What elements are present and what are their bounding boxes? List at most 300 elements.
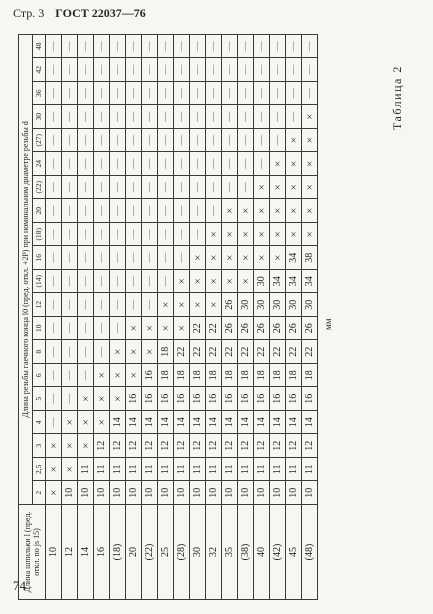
empty-cell [126,246,142,270]
empty-cell [46,58,62,82]
dash-mark: — [64,370,75,381]
thread-length-cell: 22 [206,317,222,341]
dash-mark: — [288,88,299,99]
dash-mark: — [48,41,59,52]
dash-mark: — [192,41,203,52]
thread-length-cell: 30 [286,293,302,317]
thread-length-cell: 14 [126,411,142,435]
empty-cell [302,34,318,58]
thread-length-cell: 26 [222,317,238,341]
dash-mark: — [304,64,315,75]
dash-mark: — [48,299,59,310]
dash-mark: — [160,158,171,169]
dash-mark: — [240,135,251,146]
dash-mark: — [144,182,155,193]
empty-cell [142,246,158,270]
empty-cell [206,176,222,200]
dash-mark: — [128,229,139,240]
dash-mark: — [176,182,187,193]
dash-mark: — [128,299,139,310]
empty-cell [222,82,238,106]
diameter-header: 8 [33,340,46,364]
empty-cell [158,58,174,82]
empty-cell [78,152,94,176]
dash-mark: — [160,252,171,263]
empty-cell [126,199,142,223]
empty-cell [190,199,206,223]
rotated-table-area [18,35,418,600]
dash-mark: — [96,229,107,240]
dash-mark: — [144,111,155,122]
thread-length-cell: 11 [238,458,254,482]
diameter-header: 48 [33,34,46,58]
empty-cell [174,152,190,176]
dash-mark: — [64,111,75,122]
dash-mark: — [208,205,219,216]
dash-mark: — [144,41,155,52]
dash-mark: — [208,64,219,75]
empty-cell [142,199,158,223]
stud-dimensions-table [18,34,318,600]
thread-length-cell: 10 [222,481,238,505]
thread-length-cell: 12 [302,434,318,458]
dash-mark: — [80,346,91,357]
header-stud-length: Длина шпильки l (пред. откл. по js 15) [19,505,46,600]
empty-cell [46,340,62,364]
empty-cell [142,176,158,200]
dash-mark: — [288,111,299,122]
empty-cell [238,176,254,200]
table-row [158,34,174,599]
thread-length-cell: 34 [286,246,302,270]
thread-length-cell: 11 [110,458,126,482]
empty-cell [142,293,158,317]
thread-length-cell: 14 [270,411,286,435]
empty-cell [142,58,158,82]
dash-mark: — [176,88,187,99]
stud-length-cell: 40 [254,505,270,600]
empty-cell [254,105,270,129]
thread-length-cell: 14 [142,411,158,435]
dash-mark: — [112,64,123,75]
dash-mark: — [160,64,171,75]
dash-mark: — [144,88,155,99]
empty-cell [46,246,62,270]
dash-mark: — [304,88,315,99]
table-row [94,34,110,599]
empty-cell [142,34,158,58]
dash-mark: — [128,111,139,122]
thread-length-cell: 11 [158,458,174,482]
dash-mark: — [160,229,171,240]
cross-cell: × [238,246,254,270]
dash-mark: — [160,111,171,122]
table-row [110,34,126,599]
cross-cell: × [158,317,174,341]
dash-mark: — [224,182,235,193]
empty-cell [142,129,158,153]
cross-cell: × [254,246,270,270]
dash-mark: — [256,111,267,122]
dash-mark: — [176,158,187,169]
empty-cell [62,199,78,223]
dash-mark: — [64,135,75,146]
dash-mark: — [64,393,75,404]
empty-cell [174,82,190,106]
thread-length-cell: 22 [174,340,190,364]
empty-cell [94,223,110,247]
empty-cell [110,246,126,270]
stud-length-cell: (28) [174,505,190,600]
dash-mark: — [112,229,123,240]
thread-length-cell: 34 [302,270,318,294]
empty-cell [206,129,222,153]
dash-mark: — [272,111,283,122]
thread-length-cell: 16 [142,387,158,411]
diameter-header: 4 [33,411,46,435]
thread-length-cell: 22 [190,340,206,364]
empty-cell [46,129,62,153]
cross-cell: × [62,411,78,435]
empty-cell [206,82,222,106]
diameter-header: 24 [33,152,46,176]
thread-length-cell: 10 [302,481,318,505]
thread-length-cell: 22 [190,317,206,341]
dash-mark: — [96,205,107,216]
empty-cell [62,105,78,129]
empty-cell [270,129,286,153]
table-row [174,34,190,599]
cross-cell: × [286,199,302,223]
empty-cell [222,34,238,58]
empty-cell [206,199,222,223]
dash-mark: — [208,41,219,52]
empty-cell [270,58,286,82]
dash-mark: — [80,299,91,310]
cross-cell: × [270,176,286,200]
dash-mark: — [240,41,251,52]
dash-mark: — [128,88,139,99]
dash-mark: — [80,252,91,263]
cross-cell: × [78,434,94,458]
empty-cell [174,129,190,153]
empty-cell [46,411,62,435]
page-label: Стр. 3 [13,6,45,20]
dash-mark: — [240,182,251,193]
thread-length-cell: 18 [158,340,174,364]
diameter-header: (14) [33,270,46,294]
stud-length-cell: 16 [94,505,110,600]
cross-cell: × [238,223,254,247]
thread-length-cell: 12 [142,434,158,458]
empty-cell [110,34,126,58]
dash-mark: — [96,346,107,357]
thread-length-cell: 11 [142,458,158,482]
dash-mark: — [64,323,75,334]
empty-cell [238,58,254,82]
table-row [286,34,302,599]
dash-mark: — [240,88,251,99]
dash-mark: — [80,111,91,122]
dash-mark: — [112,158,123,169]
empty-cell [238,152,254,176]
empty-cell [46,176,62,200]
thread-length-cell: 12 [126,434,142,458]
header-thread-length: Длина резьбы гаечного конца l0 (пред. откл. +2P) при номинальном диаметре резьбы d [19,34,33,504]
diameter-header: 6 [33,364,46,388]
dash-mark: — [192,111,203,122]
cross-cell: × [222,246,238,270]
thread-length-cell: 11 [126,458,142,482]
dash-mark: — [80,41,91,52]
table-row [46,34,62,599]
dash-mark: — [64,229,75,240]
dash-mark: — [64,276,75,287]
thread-length-cell: 14 [302,411,318,435]
thread-length-cell: 22 [254,340,270,364]
thread-length-cell: 10 [270,481,286,505]
cross-cell: × [110,364,126,388]
dash-mark: — [176,64,187,75]
diameter-header: 42 [33,58,46,82]
stud-length-cell: 35 [222,505,238,600]
empty-cell [62,129,78,153]
empty-cell [190,58,206,82]
thread-length-cell: 30 [270,293,286,317]
thread-length-cell: 22 [206,340,222,364]
dash-mark: — [96,182,107,193]
empty-cell [46,364,62,388]
empty-cell [110,223,126,247]
empty-cell [270,82,286,106]
diameter-header: 30 [33,105,46,129]
dash-mark: — [128,64,139,75]
empty-cell [126,82,142,106]
dash-mark: — [96,252,107,263]
empty-cell [174,223,190,247]
dash-mark: — [96,299,107,310]
cross-cell: × [62,458,78,482]
cross-cell: × [302,223,318,247]
empty-cell [174,246,190,270]
dash-mark: — [144,229,155,240]
table-row [126,34,142,599]
dash-mark: — [272,41,283,52]
empty-cell [110,317,126,341]
dash-mark: — [64,158,75,169]
dash-mark: — [224,158,235,169]
empty-cell [110,270,126,294]
dash-mark: — [240,111,251,122]
empty-cell [302,82,318,106]
dash-mark: — [64,346,75,357]
empty-cell [62,340,78,364]
dash-mark: — [48,417,59,428]
diameter-header: 10 [33,317,46,341]
empty-cell [94,340,110,364]
dash-mark: — [64,64,75,75]
empty-cell [126,58,142,82]
dash-mark: — [224,41,235,52]
dash-mark: — [240,64,251,75]
empty-cell [126,129,142,153]
empty-cell [126,293,142,317]
page-number: 74 [13,578,26,593]
diameter-header: (27) [33,129,46,153]
empty-cell [286,105,302,129]
dash-mark: — [176,41,187,52]
cross-cell: × [126,317,142,341]
dash-mark: — [208,111,219,122]
cross-cell: × [94,411,110,435]
dash-mark: — [48,393,59,404]
page-header [13,6,146,21]
thread-length-cell: 34 [270,270,286,294]
thread-length-cell: 10 [254,481,270,505]
thread-length-cell: 10 [286,481,302,505]
thread-length-cell: 14 [190,411,206,435]
dash-mark: — [80,182,91,193]
diameter-header: 16 [33,246,46,270]
stud-length-cell: 10 [46,505,62,600]
cross-cell: × [174,270,190,294]
thread-length-cell: 18 [302,364,318,388]
thread-length-cell: 26 [302,317,318,341]
thread-length-cell: 18 [270,364,286,388]
dash-mark: — [144,135,155,146]
empty-cell [126,270,142,294]
empty-cell [94,293,110,317]
thread-length-cell: 12 [238,434,254,458]
empty-cell [270,105,286,129]
empty-cell [94,34,110,58]
empty-cell [302,58,318,82]
cross-cell: × [94,387,110,411]
thread-length-cell: 10 [142,481,158,505]
dash-mark: — [64,41,75,52]
thread-length-cell: 16 [142,364,158,388]
empty-cell [254,34,270,58]
empty-cell [254,58,270,82]
empty-cell [190,34,206,58]
empty-cell [46,317,62,341]
dash-mark: — [80,205,91,216]
dash-mark: — [112,41,123,52]
table-title: Таблица 2 [390,65,404,130]
cross-cell: × [110,340,126,364]
stud-length-cell: 32 [206,505,222,600]
empty-cell [94,152,110,176]
stud-length-cell: 30 [190,505,206,600]
cross-cell: × [46,481,62,505]
empty-cell [270,34,286,58]
thread-length-cell: 16 [302,387,318,411]
cross-cell: × [254,199,270,223]
empty-cell [94,58,110,82]
thread-length-cell: 22 [286,340,302,364]
empty-cell [94,176,110,200]
empty-cell [206,34,222,58]
table-row [302,34,318,599]
stud-length-cell: (42) [270,505,286,600]
dash-mark: — [64,252,75,263]
empty-cell [46,199,62,223]
dash-mark: — [224,135,235,146]
empty-cell [158,129,174,153]
dash-mark: — [144,299,155,310]
table-row [142,34,158,599]
dash-mark: — [144,205,155,216]
empty-cell [126,152,142,176]
table-row [270,34,286,599]
cross-cell: × [206,293,222,317]
diameter-header: 5 [33,387,46,411]
dash-mark: — [176,252,187,263]
dash-mark: — [48,323,59,334]
standard-code: ГОСТ 22037—76 [55,6,146,20]
empty-cell [142,152,158,176]
thread-length-cell: 10 [174,481,190,505]
cross-cell: × [254,176,270,200]
empty-cell [46,293,62,317]
thread-length-cell: 14 [286,411,302,435]
thread-length-cell: 12 [254,434,270,458]
empty-cell [62,317,78,341]
dash-mark: — [48,182,59,193]
thread-length-cell: 11 [302,458,318,482]
thread-length-cell: 34 [286,270,302,294]
thread-length-cell: 18 [206,364,222,388]
empty-cell [110,152,126,176]
thread-length-cell: 22 [238,340,254,364]
thread-length-cell: 11 [270,458,286,482]
empty-cell [158,270,174,294]
cross-cell: × [238,199,254,223]
dash-mark: — [144,276,155,287]
dash-mark: — [192,205,203,216]
empty-cell [46,82,62,106]
empty-cell [78,176,94,200]
diameter-header: 20 [33,199,46,223]
empty-cell [78,199,94,223]
dash-mark: — [176,135,187,146]
cross-cell: × [110,387,126,411]
empty-cell [94,199,110,223]
empty-cell [110,293,126,317]
empty-cell [78,364,94,388]
empty-cell [158,34,174,58]
dash-mark: — [176,205,187,216]
thread-length-cell: 16 [254,387,270,411]
dash-mark: — [208,135,219,146]
empty-cell [254,82,270,106]
dash-mark: — [112,252,123,263]
dash-mark: — [160,41,171,52]
diameter-header: 2 [33,481,46,505]
dash-mark: — [160,135,171,146]
cross-cell: × [206,270,222,294]
empty-cell [126,223,142,247]
dash-mark: — [240,158,251,169]
dash-mark: — [48,276,59,287]
stud-length-cell: 25 [158,505,174,600]
thread-length-cell: 11 [222,458,238,482]
thread-length-cell: 11 [286,458,302,482]
dash-mark: — [48,64,59,75]
dash-mark: — [256,64,267,75]
dash-mark: — [208,182,219,193]
thread-length-cell: 10 [206,481,222,505]
